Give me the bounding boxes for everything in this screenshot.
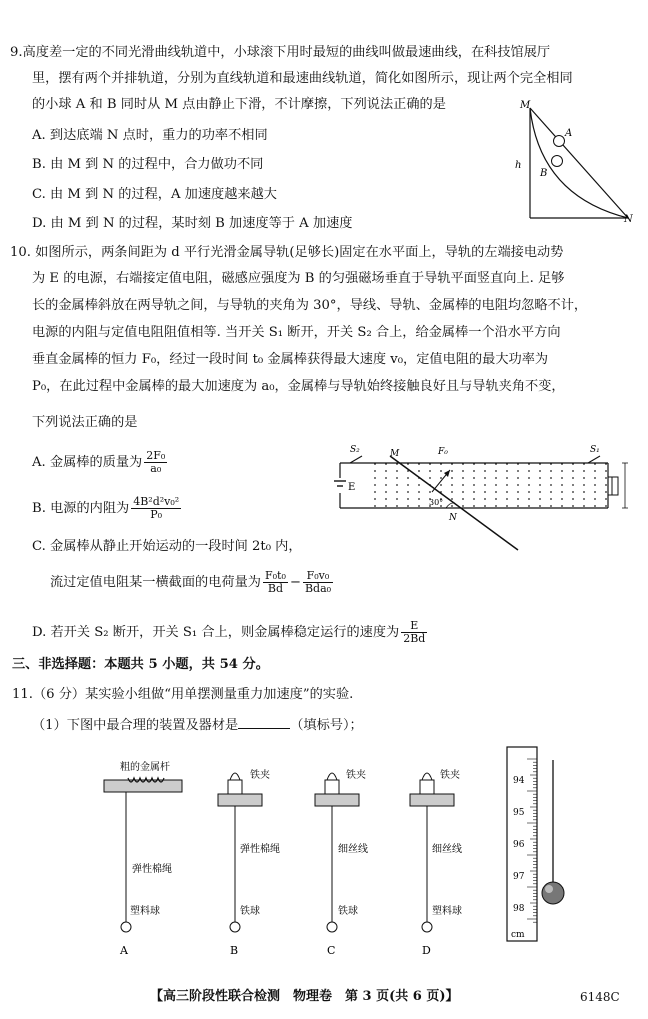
apparatus-c-label: C — [327, 944, 336, 957]
q10-stem-line-1: 10. 如图所示，两条间距为 d 平行光滑金属导轨(足够长)固定在水平面上，导轨的左端接电动势 — [10, 245, 564, 260]
apparatus-a — [104, 760, 182, 957]
q9-option-c: C. 由 M 到 N 的过程，A 加速度越来越大 — [32, 187, 277, 202]
q9-stem-line-2: 里，摆有两个并排轨道，分别为直线轨道和最速曲线轨道，简化如图所示，现让两个完全相同 — [32, 71, 573, 86]
apparatus-d — [410, 768, 462, 957]
frac-den: Bda₀ — [304, 582, 332, 595]
apparatus-b — [218, 768, 280, 957]
ruler-label-98: 98 — [513, 904, 525, 914]
minus-sign: − — [289, 575, 301, 590]
apparatus-b-top: 铁夹 — [250, 770, 270, 781]
q9-option-d: D. 由 M 到 N 的过程，某时刻 B 加速度等于 A 加速度 — [32, 216, 353, 231]
q10-option-b-fraction — [131, 496, 181, 521]
q9-stem-line-3: 的小球 A 和 B 同时从 M 点由静止下滑，不计摩擦，下列说法正确的是 — [32, 97, 446, 112]
q11-sub-1-text: （1）下图中最合理的装置及器材是 — [32, 718, 239, 733]
apparatus-d-top: 铁夹 — [440, 770, 460, 781]
frac-den: Bd — [267, 582, 283, 595]
ruler-label-97: 97 — [513, 872, 525, 882]
q9-label-n: N — [624, 214, 633, 225]
q9-label-b: B — [540, 168, 548, 179]
q9-option-b: B. 由 M 到 N 的过程中，合力做功不同 — [32, 157, 264, 172]
q11-stem: 11.（6 分）某实验小组做“用单摆测量重力加速度”的实验. — [12, 687, 354, 702]
q10-label-angle: 30° — [429, 498, 444, 507]
q10-label-s1: S₁ — [590, 445, 600, 455]
q10-stem-line-4: 电源的内阻与定值电阻阻值相等. 当开关 S₁ 断开，开关 S₂ 合上，给金属棒一个沿水平方向 — [32, 325, 561, 340]
q10-label-e: E — [348, 482, 356, 493]
frac-num: 2F₀ — [146, 449, 166, 462]
q11-apparatus-figure — [90, 742, 480, 962]
frac-den: 2Bd — [403, 632, 426, 645]
apparatus-c-string: 细丝线 — [338, 844, 368, 855]
q10-option-c-line-1: C. 金属棒从静止开始运动的一段时间 2t₀ 内， — [32, 539, 302, 554]
frac-num: E — [401, 620, 427, 633]
frac-num: 4B²d²v₀² — [133, 495, 180, 508]
apparatus-a-string: 弹性棉绳 — [132, 864, 172, 875]
q10-option-c-line-2 — [50, 568, 335, 598]
q10-label-n: N — [449, 513, 457, 523]
answer-blank — [238, 716, 290, 729]
q10-stem-line-3: 长的金属棒斜放在两导轨之间，与导轨的夹角为 30°，导线、导轨、金属棒的电阻均忽略不计， — [32, 298, 588, 313]
q10-option-c-fraction-2 — [303, 570, 333, 595]
apparatus-d-ball: 塑料球 — [432, 906, 462, 917]
q9-label-h: h — [515, 160, 522, 171]
q10-option-d-fraction — [401, 620, 427, 645]
q10-option-a-text: A. 金属棒的质量为 — [32, 455, 143, 470]
section-3-heading: 三、非选择题：本题共 5 小题，共 54 分。 — [12, 657, 269, 672]
q10-rail-figure — [328, 440, 628, 555]
apparatus-d-label: D — [422, 944, 431, 957]
frac-num: F₀v₀ — [303, 570, 333, 583]
q10-option-c-text: 流过定值电阻某一横截面的电荷量为 — [50, 575, 261, 590]
q11-sub-1 — [32, 716, 363, 735]
q9-option-a: A. 到达底端 N 点时，重力的功率不相同 — [32, 128, 268, 143]
ruler-label-94: 94 — [513, 776, 525, 786]
footer-page-info: 【高三阶段性联合检测 物理卷 第 3 页(共 6 页)】 — [150, 989, 459, 1004]
frac-den: a₀ — [150, 462, 162, 475]
q10-option-d — [32, 618, 429, 648]
ruler-label-96: 96 — [513, 840, 525, 850]
frac-num: F₀t₀ — [265, 569, 286, 582]
q10-option-a — [32, 448, 169, 478]
apparatus-a-label: A — [120, 944, 128, 957]
q10-label-m: M — [390, 449, 400, 459]
q10-option-d-text: D. 若开关 S₂ 断开，开关 S₁ 合上，则金属棒稳定运行的速度为 — [32, 625, 400, 640]
q10-option-b — [32, 494, 183, 524]
apparatus-c-top: 铁夹 — [346, 770, 366, 781]
q10-option-b-text: B. 电源的内阻为 — [32, 501, 130, 516]
apparatus-d-string: 细丝线 — [432, 844, 462, 855]
apparatus-b-string: 弹性棉绳 — [240, 844, 280, 855]
q10-option-a-fraction — [144, 450, 167, 475]
apparatus-c — [315, 768, 368, 957]
q9-label-m: M — [520, 100, 531, 111]
apparatus-b-ball: 铁球 — [240, 906, 260, 917]
q10-stem-line-7: 下列说法正确的是 — [32, 415, 138, 430]
footer-code: 6148C — [580, 990, 620, 1004]
q10-stem-line-6: P₀，在此过程中金属棒的最大加速度为 a₀，金属棒与导轨始终接触良好且与导轨夹角不变， — [32, 379, 565, 394]
apparatus-c-ball: 铁球 — [338, 906, 358, 917]
apparatus-b-label: B — [230, 944, 239, 957]
ruler-label-95: 95 — [513, 808, 525, 818]
q10-stem-line-5: 垂直金属棒的恒力 F₀，经过一段时间 t₀ 金属棒获得最大速度 v₀，定值电阻的最大功率为 — [32, 352, 549, 367]
q10-stem-line-2: 为 E 的电源，右端接定值电阻，磁感应强度为 B 的匀强磁场垂直于导轨平面竖直向上. 足够 — [32, 271, 565, 286]
q9-stem-line-1: 9.高度差一定的不同光滑曲线轨道中，小球滚下用时最短的曲线叫做最速曲线，在科技馆展厅 — [10, 45, 551, 60]
apparatus-a-top: 粗的金属杆 — [120, 762, 170, 773]
q11-sub-1-suffix: （填标号）； — [290, 718, 363, 733]
q11-ruler-figure — [505, 745, 580, 945]
q9-label-a: A — [565, 128, 573, 139]
q10-option-c-fraction-1 — [263, 570, 288, 595]
apparatus-a-ball: 塑料球 — [130, 906, 160, 917]
frac-den: P₀ — [150, 508, 163, 521]
q9-track-figure — [500, 96, 645, 226]
q10-label-s2: S₂ — [350, 445, 360, 455]
q10-label-f0: F₀ — [438, 447, 448, 457]
ruler-unit: cm — [511, 930, 525, 940]
